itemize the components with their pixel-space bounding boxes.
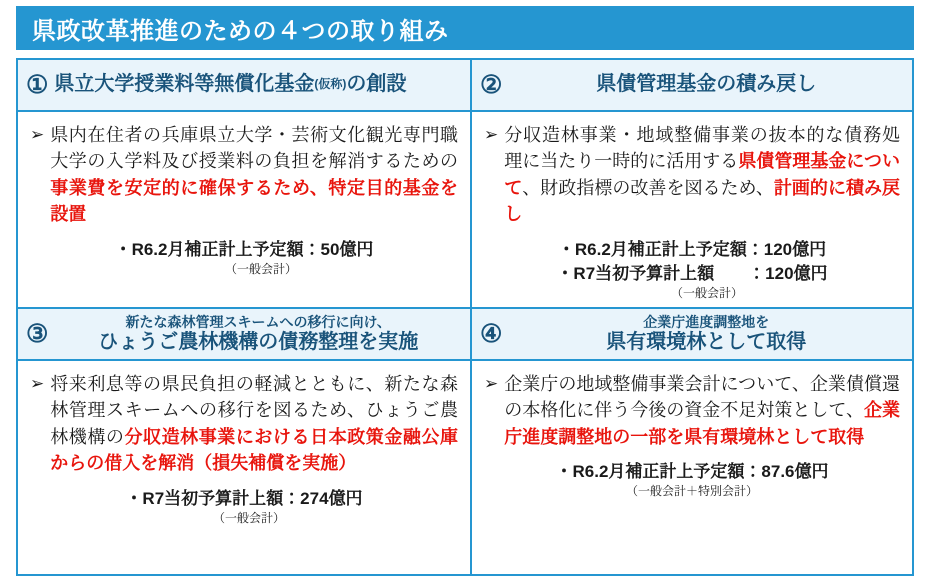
card-2-amount-line-1: ・R6.2月補正計上予定額：120億円 — [557, 239, 827, 259]
card-4-header — [472, 309, 912, 361]
card-3-title-line-2: ひょうご農林機構の債務整理を実施 — [98, 330, 419, 353]
card-4-body — [472, 361, 912, 574]
card-1-text-emphasis-1: 事業費を安定的に確保するため、特定目的基金を設置 — [50, 177, 458, 225]
card-3-amount-note: （一般会計） — [212, 510, 285, 525]
card-3 — [16, 308, 471, 576]
card-2-number: ② — [480, 70, 503, 99]
card-4-title — [508, 314, 904, 354]
card-4-bullet — [484, 371, 900, 450]
card-4-amounts — [484, 460, 900, 500]
card-4-amount-note: （一般会計＋特別会計） — [625, 484, 758, 499]
card-3-amount-line-1: ・R7当初予算計上額：274億円 — [125, 488, 363, 508]
card-2-text — [504, 122, 900, 228]
card-2-text-emphasis-1: 県債管理基金について — [504, 151, 901, 198]
card-3-amounts — [30, 487, 458, 527]
card-1-number: ① — [26, 70, 49, 99]
card-2-amount-note: （一般会計） — [670, 286, 743, 301]
card-3-body — [18, 361, 470, 574]
card-4-title-line-2: 県有環境林として取得 — [606, 330, 807, 353]
card-3-title-line-1: 新たな森林管理スキームへの移行に向け、 — [125, 313, 391, 330]
card-1-body — [18, 112, 470, 307]
card-1-text — [50, 122, 458, 228]
card-2 — [471, 58, 914, 308]
card-1-amounts — [30, 238, 458, 278]
card-2-amount-line-2: ・R7当初予算計上額 ：120億円 — [556, 263, 828, 283]
card-3-header — [18, 309, 470, 361]
card-1-amount-note: （一般会計） — [224, 261, 297, 276]
card-4-text — [504, 371, 900, 450]
arrow-bullet-icon: ➢ — [30, 125, 45, 144]
card-1-bullet — [30, 122, 458, 228]
card-2-title: 県債管理基金の積み戻し — [596, 73, 817, 96]
arrow-bullet-icon: ➢ — [484, 374, 499, 393]
card-3-text-emphasis-1: 分収造林事業における日本政策金融公庫からの借入を解消（損失補償を実施） — [50, 426, 459, 474]
card-2-body — [472, 112, 912, 308]
card-2-text-plain-2: 、財政指標の改善を図るため、 — [522, 177, 774, 198]
card-3-text — [50, 371, 458, 477]
card-1-title-main: 県立大学授業料等無償化基金 — [54, 73, 315, 96]
card-3-number: ③ — [26, 319, 49, 348]
card-3-bullet — [30, 371, 458, 477]
card-2-text-plain-1: 分収造林事業・地域整備事業の抜本的な債務処理に当たり一時的に活用する — [504, 125, 900, 172]
card-1-title — [54, 73, 462, 97]
card-1-text-plain-1: 県内在住者の兵庫県立大学・芸術文化観光専門職大学の入学料及び授業料の負担を解消するための — [50, 125, 458, 172]
card-4-text-emphasis-1: 企業庁進度調整地の一部を県有環境林として取得 — [504, 400, 901, 447]
card-1-header — [18, 60, 470, 112]
card-2-amounts — [484, 238, 900, 302]
page-title: 県政改革推進のための４つの取り組み — [32, 17, 449, 45]
card-1-amount-line-1: ・R6.2月補正計上予定額：50億円 — [114, 239, 374, 259]
arrow-bullet-icon: ➢ — [30, 374, 45, 393]
card-4-number: ④ — [480, 319, 503, 348]
card-2-text-emphasis-2: 計画的に積み戻し — [504, 177, 901, 225]
card-1-title-paren: (仮称) — [314, 77, 347, 92]
card-4-title-line-1: 企業庁進度調整地を — [643, 313, 770, 330]
card-4-amount-line-1: ・R6.2月補正計上予定額：87.6億円 — [555, 462, 829, 482]
card-4 — [471, 308, 914, 576]
cards-grid — [16, 58, 914, 576]
card-4-text-plain-1: 企業庁の地域整備事業会計について、企業債償還の本格化に伴う今後の資金不足対策として、 — [504, 374, 900, 421]
card-2-bullet — [484, 122, 900, 228]
arrow-bullet-icon: ➢ — [484, 125, 499, 144]
card-3-text-plain-1: 将来利息等の県民負担の軽減とともに、新たな森林管理スキームへの移行を図るため、ひょうご農林機構の — [50, 374, 458, 447]
slide-title-bar — [16, 6, 914, 50]
card-3-title — [54, 314, 462, 354]
card-1-title-tail: の創設 — [346, 73, 407, 96]
card-2-header — [472, 60, 912, 112]
card-1 — [16, 58, 471, 308]
